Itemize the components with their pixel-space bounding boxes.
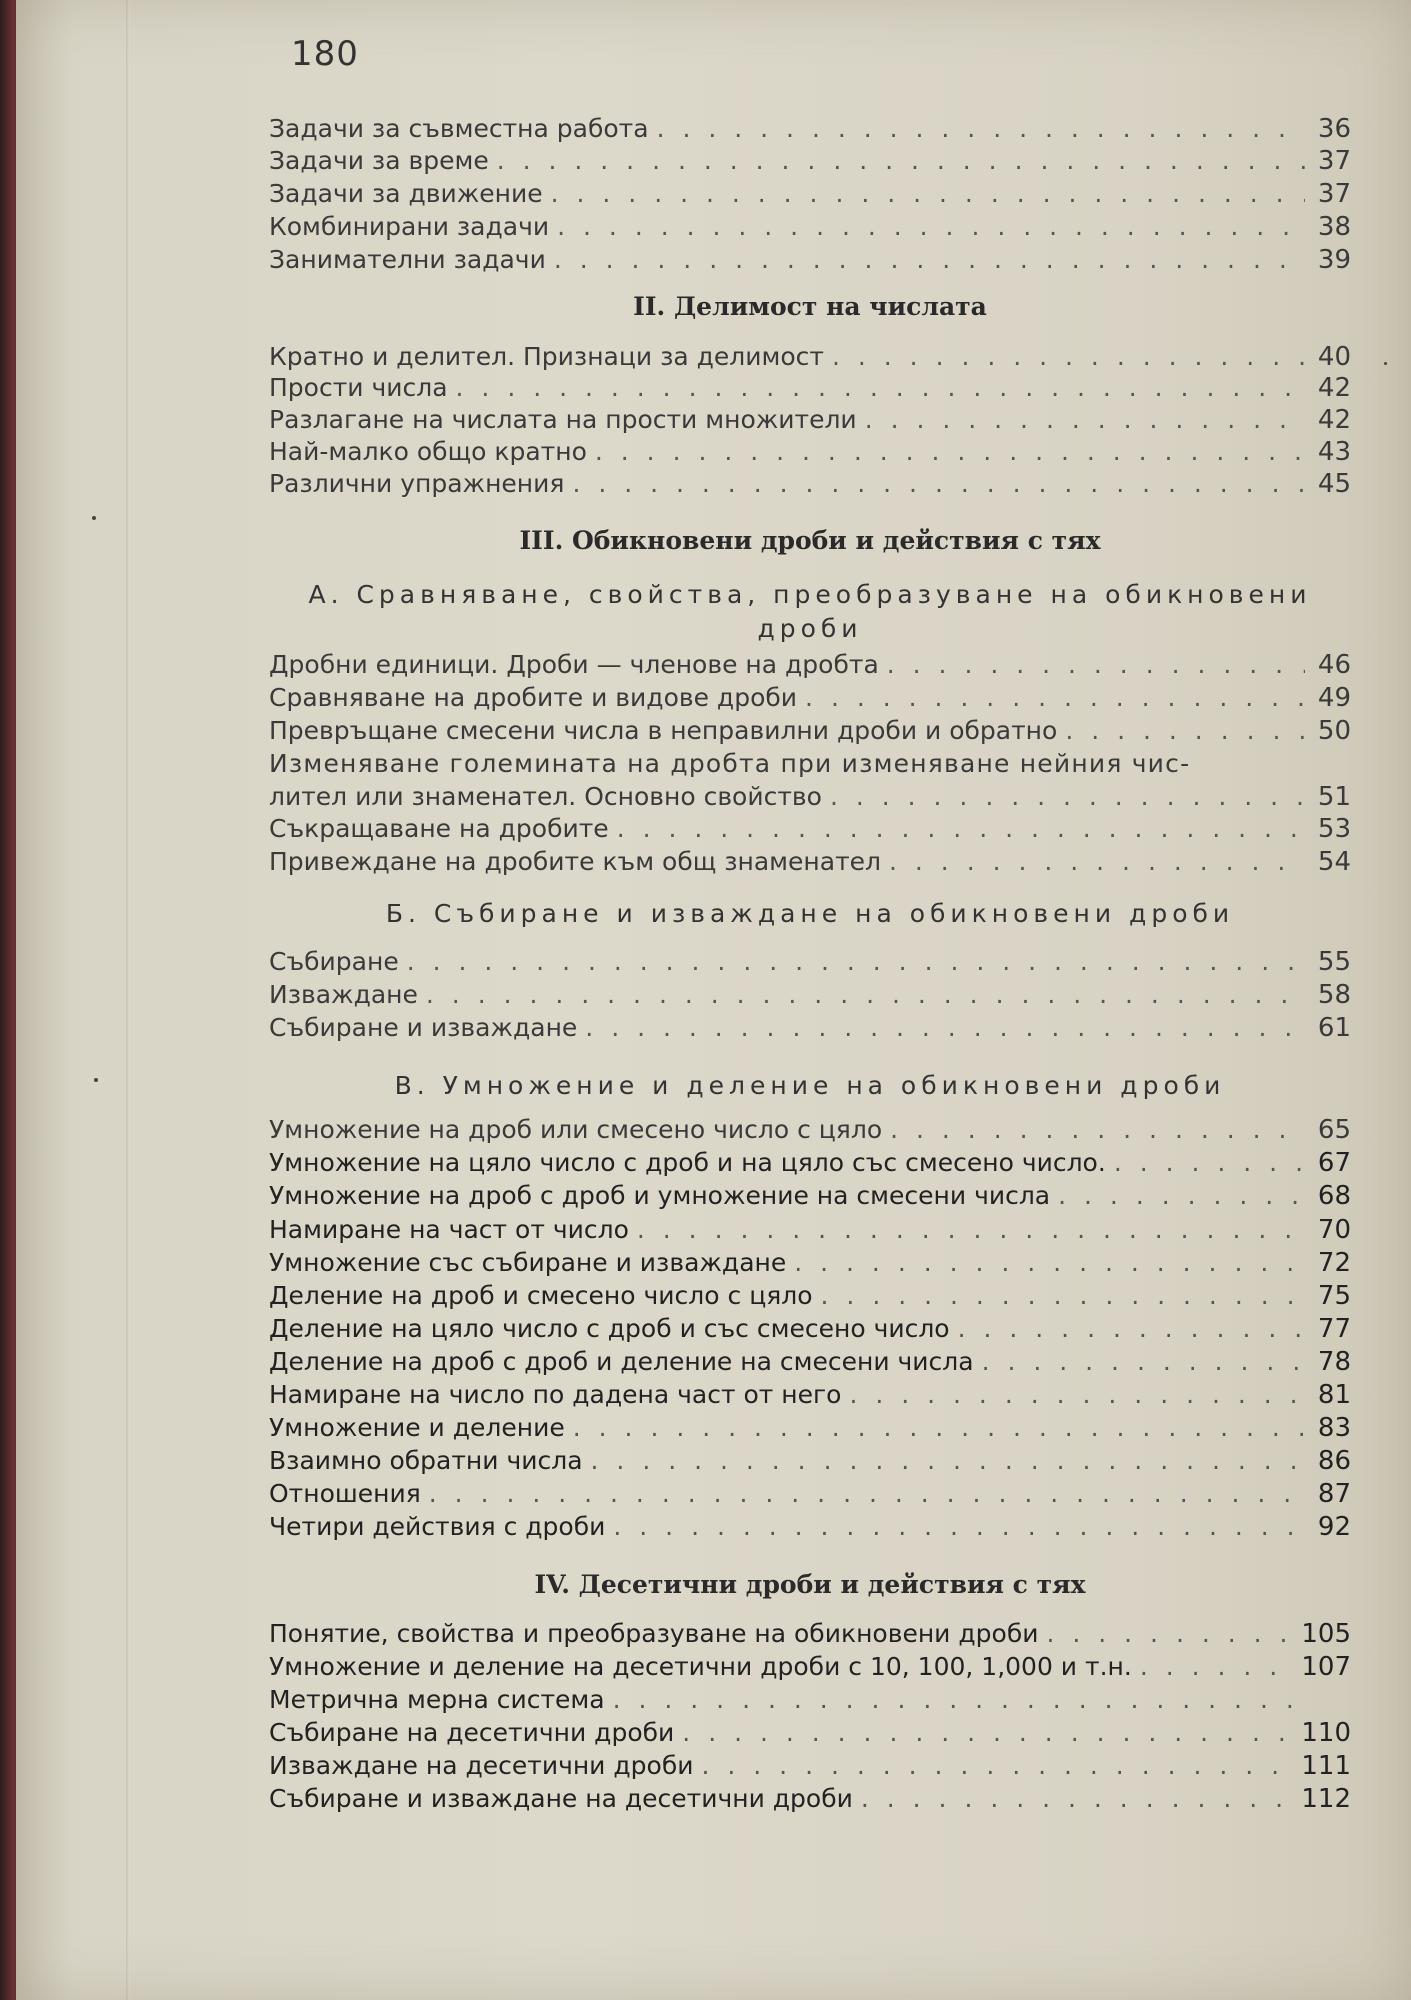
- dot-leader: [1065, 716, 1305, 746]
- dot-leader: [595, 437, 1305, 467]
- toc-entry: [269, 1013, 1351, 1045]
- toc-entry: [269, 373, 1351, 405]
- dot-leader: [497, 146, 1305, 176]
- dot-leader: [1114, 1148, 1305, 1178]
- toc-entry-page: 39: [1317, 245, 1351, 275]
- dot-leader: [551, 179, 1305, 209]
- toc-entry-title: Умножение и деление: [269, 1413, 565, 1442]
- toc-entry-title: Разлагане на числата на прости множители: [269, 405, 857, 434]
- toc-entry: [269, 1619, 1351, 1651]
- dot-leader: [573, 1413, 1305, 1443]
- toc-entry: [269, 245, 1351, 277]
- dot-leader: [832, 342, 1305, 372]
- toc-entry-page: 92: [1317, 1512, 1351, 1542]
- toc-entry-page: 67: [1317, 1148, 1351, 1178]
- dot-leader: [591, 1446, 1305, 1476]
- toc-entry-page: 81: [1317, 1380, 1351, 1410]
- toc-entry: [269, 716, 1351, 748]
- toc-entry-page: 54: [1317, 847, 1351, 877]
- toc-entry-title: Превръщане смесени числа в неправилни дроби и обратно: [269, 716, 1058, 745]
- table-of-contents: [269, 0, 1359, 2000]
- toc-entry-page: 65: [1317, 1115, 1351, 1145]
- toc-entry: [269, 1347, 1351, 1379]
- toc-entry: [269, 1685, 1351, 1717]
- toc-entry-title: Умножение и деление на десетични дроби с 10, 100, 1,000 и т.н.: [269, 1652, 1132, 1681]
- toc-entry: [269, 1479, 1351, 1511]
- subsection-heading-continued: дроби: [757, 614, 863, 643]
- toc-entry-page: 49: [1317, 683, 1351, 713]
- toc-entry-title: Умножение на дроб или смесено число с цяло: [269, 1115, 883, 1144]
- toc-entry: [269, 782, 1351, 814]
- toc-entry: [269, 405, 1351, 437]
- dot-leader: [617, 814, 1305, 844]
- toc-entry-title: Задачи за движение: [269, 179, 543, 208]
- toc-entry-title: лител или знаменател. Основно свойство: [269, 782, 822, 811]
- toc-entry: [269, 469, 1351, 501]
- dot-leader: [830, 782, 1305, 812]
- toc-entry-title: Кратно и делител. Признаци за делимост: [269, 342, 824, 371]
- toc-entry-title: Събиране: [269, 947, 399, 976]
- page-number: 180: [291, 34, 359, 74]
- toc-entry: [269, 212, 1351, 244]
- dot-leader: [613, 1512, 1305, 1542]
- toc-entry-title: Четири действия с дроби: [269, 1512, 606, 1541]
- toc-entry-page: 36: [1317, 114, 1351, 144]
- dot-leader: [849, 1380, 1305, 1410]
- toc-entry-page: 70: [1317, 1215, 1351, 1245]
- toc-entry-page: 83: [1317, 1413, 1351, 1443]
- toc-entry-title: Дробни единици. Дроби — членове на дробта: [269, 650, 879, 679]
- dot-leader: [1140, 1652, 1294, 1682]
- toc-entry-title: Взаимно обратни числа: [269, 1446, 583, 1475]
- dot-leader: [887, 650, 1305, 680]
- toc-entry: [269, 1652, 1351, 1684]
- toc-entry-title: Събиране и изваждане на десетични дроби: [269, 1784, 853, 1813]
- toc-entry-page: 111: [1301, 1751, 1351, 1781]
- dot-leader: [1058, 1181, 1305, 1211]
- toc-entry: [269, 1413, 1351, 1445]
- toc-entry-title: Занимателни задачи: [269, 245, 546, 274]
- toc-entry: [269, 1784, 1351, 1816]
- toc-entry: [269, 1446, 1351, 1478]
- toc-entry: [269, 1115, 1351, 1147]
- toc-entry-title: Сравняване на дробите и видове дроби: [269, 683, 798, 712]
- dot-leader: [805, 683, 1305, 713]
- toc-entry-title: Комбинирани задачи: [269, 212, 550, 241]
- book-page: [16, 0, 1411, 2000]
- toc-entry-title: Задачи за съвместна работа: [269, 114, 649, 143]
- section-heading: II. Делимост на числата: [633, 292, 987, 321]
- toc-entry-page: 55: [1317, 947, 1351, 977]
- dot-leader: [456, 373, 1305, 403]
- toc-entry: [269, 1148, 1351, 1180]
- toc-entry: [269, 683, 1351, 715]
- dot-leader: [572, 469, 1305, 499]
- toc-entry-page: 58: [1317, 980, 1351, 1010]
- toc-entry: [269, 1512, 1351, 1544]
- subsection-heading: В. Умножение и деление на обикновени дроби: [394, 1071, 1226, 1100]
- toc-entry-page: 68: [1317, 1181, 1351, 1211]
- toc-entry-title: Метрична мерна система: [269, 1685, 605, 1714]
- toc-entry-page: 110: [1301, 1718, 1351, 1748]
- toc-entry-page: 50: [1317, 716, 1351, 746]
- toc-entry: [269, 1248, 1351, 1280]
- toc-entry: [269, 650, 1351, 682]
- dot-leader: [557, 212, 1305, 242]
- toc-entry: [269, 179, 1351, 211]
- toc-entry: [269, 814, 1351, 846]
- toc-entry-title: Намиране на част от число: [269, 1215, 629, 1244]
- toc-entry-title: Привеждане на дробите към общ знаменател: [269, 847, 882, 876]
- toc-entry-page: 38: [1317, 212, 1351, 242]
- toc-entry-title: Събиране на десетични дроби: [269, 1718, 675, 1747]
- toc-entry-title: Прости числа: [269, 373, 448, 402]
- toc-entry-title: Деление на цяло число с дроб и със смесено число: [269, 1314, 950, 1343]
- toc-entry: [269, 947, 1351, 979]
- dot-leader: [890, 1115, 1305, 1145]
- toc-entry-title: Събиране и изваждане: [269, 1013, 578, 1042]
- toc-entry-page: 46: [1317, 650, 1351, 680]
- toc-entry-title: Намиране на число по дадена част от него: [269, 1380, 842, 1409]
- toc-entry-title: Изваждане: [269, 980, 418, 1009]
- dot-leader: [1046, 1619, 1293, 1649]
- toc-entry: [269, 114, 1351, 146]
- toc-entry: [269, 1718, 1351, 1750]
- toc-entry-page: 42: [1317, 373, 1351, 403]
- toc-entry: [269, 1181, 1351, 1213]
- toc-entry: [269, 980, 1351, 1012]
- subsection-heading: А. Сравняване, свойства, преобразуване на обикновени: [308, 580, 1312, 609]
- dot-leader: [585, 1013, 1305, 1043]
- toc-entry-title: Умножение със събиране и изваждане: [269, 1248, 787, 1277]
- toc-entry-page: 105: [1301, 1619, 1351, 1649]
- paper-speck: [92, 516, 96, 520]
- toc-entry-title: Задачи за време: [269, 146, 489, 175]
- toc-entry-title: Изменяване големината на дробта при изменяване нейния чис-: [269, 749, 1191, 778]
- toc-entry-page: 78: [1317, 1347, 1351, 1377]
- toc-entry-page: 37: [1317, 146, 1351, 176]
- toc-entry: [269, 342, 1351, 374]
- toc-entry-wrapped: [269, 749, 1351, 781]
- toc-entry-page: 40: [1317, 342, 1351, 372]
- dot-leader: [637, 1215, 1305, 1245]
- toc-entry: [269, 146, 1351, 178]
- subsection-heading: Б. Събиране и изваждане на обикновени дроби: [385, 899, 1235, 928]
- dot-leader: [426, 980, 1305, 1010]
- page-fold: [126, 0, 130, 2000]
- toc-entry-title: Съкращаване на дробите: [269, 814, 609, 843]
- dot-leader: [865, 405, 1305, 435]
- toc-entry-title: Понятие, свойства и преобразуване на обикновени дроби: [269, 1619, 1039, 1648]
- toc-entry-title: Умножение на дроб с дроб и умножение на смесени числа: [269, 1181, 1051, 1210]
- toc-entry-page: 86: [1317, 1446, 1351, 1476]
- dot-leader: [889, 847, 1305, 877]
- toc-entry-page: 107: [1301, 1652, 1351, 1682]
- toc-entry-page: 37: [1317, 179, 1351, 209]
- section-heading: III. Обикновени дроби и действия с тях: [519, 526, 1101, 555]
- toc-entry-page: 53: [1317, 814, 1351, 844]
- toc-entry-page: 75: [1317, 1281, 1351, 1311]
- toc-entry-page: 43: [1317, 437, 1351, 467]
- dot-leader: [682, 1718, 1293, 1748]
- toc-entry: [269, 1751, 1351, 1783]
- toc-entry: [269, 1281, 1351, 1313]
- dot-leader: [407, 947, 1305, 977]
- toc-entry-page: 51: [1317, 782, 1351, 812]
- toc-entry: [269, 1314, 1351, 1346]
- toc-entry: [269, 437, 1351, 469]
- dot-leader: [657, 114, 1305, 144]
- dot-leader: [613, 1685, 1305, 1715]
- toc-entry-title: Деление на дроб с дроб и деление на смесени числа: [269, 1347, 974, 1376]
- section-heading: IV. Десетични дроби и действия с тях: [534, 1570, 1086, 1599]
- toc-entry-title: Отношения: [269, 1479, 421, 1508]
- toc-entry-page: 61: [1317, 1013, 1351, 1043]
- toc-entry-title: Най-малко общо кратно: [269, 437, 587, 466]
- toc-entry: [269, 847, 1351, 879]
- dot-leader: [794, 1248, 1305, 1278]
- dot-leader: [429, 1479, 1305, 1509]
- toc-entry-title: Деление на дроб и смесено число с цяло: [269, 1281, 813, 1310]
- toc-entry-title: Изваждане на десетични дроби: [269, 1751, 694, 1780]
- dot-leader: [958, 1314, 1305, 1344]
- dot-leader: [861, 1784, 1293, 1814]
- dot-leader: [982, 1347, 1305, 1377]
- dot-leader: [554, 245, 1305, 275]
- toc-entry-page: 112: [1301, 1784, 1351, 1814]
- toc-entry: [269, 1215, 1351, 1247]
- toc-entry-page: 87: [1317, 1479, 1351, 1509]
- toc-entry-page: 77: [1317, 1314, 1351, 1344]
- toc-entry-page: 45: [1317, 469, 1351, 499]
- dot-leader: [821, 1281, 1305, 1311]
- toc-entry-title: Умножение на цяло число с дроб и на цяло със смесено число.: [269, 1148, 1106, 1177]
- toc-entry-page: 72: [1317, 1248, 1351, 1278]
- paper-speck: [1384, 362, 1387, 365]
- toc-entry: [269, 1380, 1351, 1412]
- paper-speck: [94, 1078, 98, 1082]
- toc-entry-title: Различни упражнения: [269, 469, 565, 498]
- dot-leader: [702, 1751, 1294, 1781]
- toc-entry-page: 42: [1317, 405, 1351, 435]
